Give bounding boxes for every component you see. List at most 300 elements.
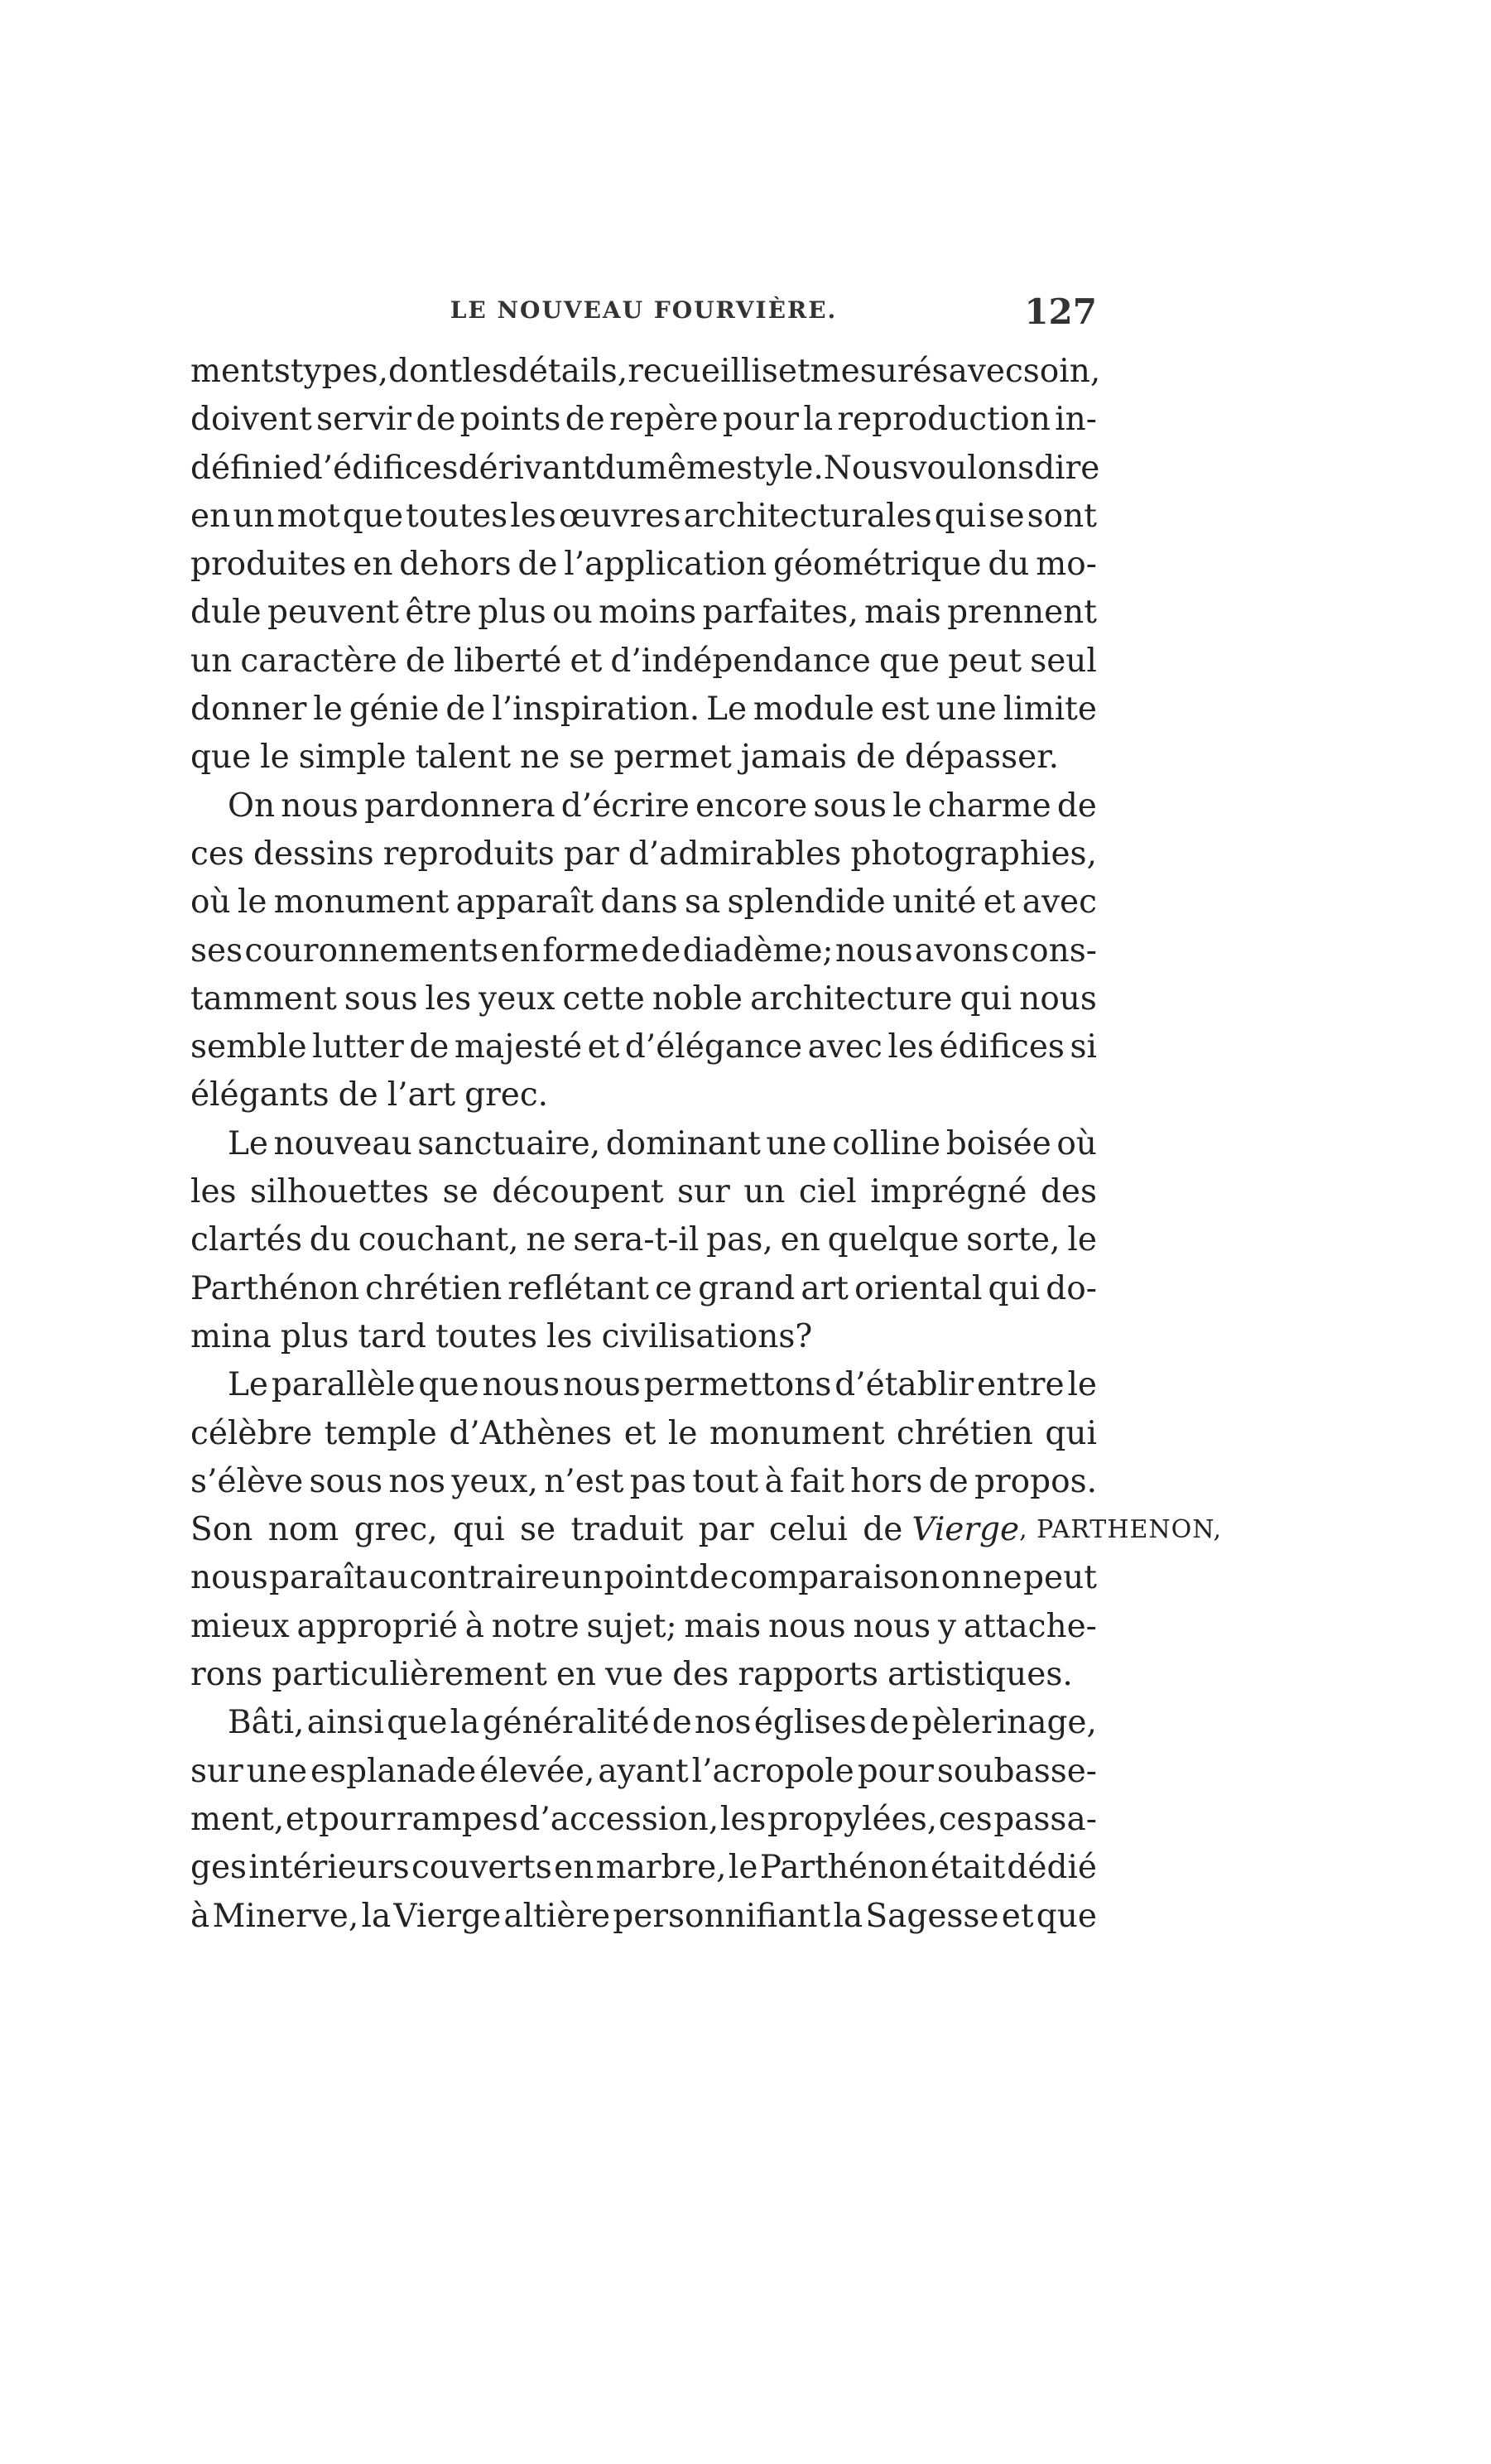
word: y	[937, 1607, 957, 1645]
text-line	[190, 1603, 1097, 1651]
word: donner	[190, 691, 307, 729]
word: une	[935, 691, 997, 729]
text-line	[190, 1120, 1097, 1168]
word: marbre,	[595, 1849, 727, 1887]
text-line	[190, 445, 1100, 493]
word: génie	[349, 691, 440, 729]
word: sur	[676, 1173, 730, 1211]
word: sur	[190, 1752, 243, 1790]
word: était	[930, 1849, 1006, 1887]
word: qui	[934, 497, 987, 535]
word: points	[459, 401, 561, 439]
text-line	[190, 1168, 1097, 1216]
word: d’Athènes	[449, 1414, 613, 1452]
text-line	[190, 1699, 1097, 1747]
word: couronnements	[244, 931, 499, 970]
word: et	[777, 353, 810, 390]
word: ces	[938, 1800, 993, 1838]
word: soubasse-	[936, 1752, 1097, 1790]
word: la	[803, 401, 834, 439]
word: rampes	[396, 1800, 518, 1838]
word: Parthénon	[190, 1269, 359, 1307]
word: le	[728, 1849, 758, 1887]
word: monument	[709, 1414, 885, 1452]
word: le	[237, 883, 267, 922]
word: se	[988, 497, 1025, 535]
word: architecture	[750, 979, 953, 1018]
word: point	[604, 1559, 689, 1597]
word: ges	[190, 1849, 248, 1887]
word: en	[780, 1221, 820, 1259]
word: silhouettes	[250, 1173, 430, 1211]
word: sous	[344, 979, 418, 1018]
word: nos	[388, 1462, 445, 1500]
word: splendide	[727, 883, 886, 922]
word: en	[554, 1849, 594, 1887]
word: dire	[1034, 449, 1100, 487]
word: servir	[316, 401, 412, 439]
word: on	[940, 1559, 982, 1597]
word: sera-t-il	[573, 1221, 700, 1259]
word: d’écrire	[560, 787, 690, 825]
word: et	[623, 1414, 657, 1452]
word: mais	[684, 1607, 762, 1645]
word: chrétien	[365, 1269, 503, 1307]
word: apparaît	[455, 883, 594, 922]
word: peut	[1023, 1559, 1097, 1597]
word: approprié	[296, 1607, 458, 1645]
word: de	[869, 1704, 910, 1742]
word: d’indépendance	[610, 642, 871, 680]
word: mot	[277, 497, 340, 535]
text-line	[190, 1410, 1097, 1458]
small-caps-word: , PARTHENON,	[1019, 1515, 1223, 1545]
word: de	[1056, 787, 1097, 825]
word: style.	[736, 449, 824, 487]
word: pèlerinage,	[911, 1704, 1097, 1742]
word: des	[672, 1656, 729, 1694]
word: des	[1040, 1173, 1097, 1211]
word: d’admirables	[628, 835, 842, 873]
word: sorte,	[966, 1221, 1061, 1259]
word: une	[246, 1752, 308, 1790]
word: nous	[1019, 979, 1097, 1018]
text-line	[190, 638, 1097, 686]
word: la	[450, 1704, 480, 1742]
word: propylées,	[767, 1800, 938, 1838]
word: géométrique	[772, 546, 982, 584]
word: charme	[927, 787, 1051, 825]
word: moins	[599, 594, 697, 632]
word: propos.	[974, 1462, 1097, 1500]
word: sous	[813, 787, 887, 825]
word: l’inspiration.	[492, 691, 700, 729]
word: même	[636, 449, 737, 487]
word: vue	[605, 1656, 664, 1694]
text-line	[190, 975, 1097, 1023]
text-line	[190, 1554, 1097, 1602]
text-line	[190, 686, 1097, 734]
word: ments	[190, 353, 291, 390]
text-line	[190, 927, 1097, 975]
word: personnifiant	[613, 1897, 831, 1935]
word: boisée	[945, 1124, 1051, 1162]
word: se	[569, 739, 605, 777]
word: Parthénon	[759, 1849, 929, 1887]
body-text	[190, 348, 1223, 1941]
word: cette	[562, 979, 645, 1018]
word: célèbre	[190, 1414, 313, 1452]
text-line	[190, 734, 1097, 782]
word: nous	[190, 1559, 268, 1597]
word: nous	[767, 1607, 846, 1645]
running-title: LE NOUVEAU FOURVIÈRE.	[450, 296, 838, 324]
word: sont	[1027, 497, 1097, 535]
word: de	[565, 401, 605, 439]
word: être	[405, 594, 472, 632]
word: d’élégance	[624, 1028, 803, 1066]
word: yeux,	[451, 1462, 538, 1500]
word: que	[342, 497, 404, 535]
word: toutes	[406, 497, 508, 535]
word: rapports	[738, 1656, 878, 1694]
word: colline	[832, 1124, 941, 1162]
word: le	[892, 787, 922, 825]
word: le	[667, 1414, 698, 1452]
word: pas,	[706, 1221, 773, 1259]
word: ne	[526, 1221, 566, 1259]
text-line	[190, 1893, 1097, 1941]
word: un	[190, 642, 233, 680]
word: parfaites,	[702, 594, 859, 632]
word: mais	[864, 594, 941, 632]
text-line	[190, 589, 1097, 637]
word: toutes	[435, 1317, 537, 1355]
word: ment,	[190, 1800, 285, 1838]
word: Le	[228, 1366, 268, 1404]
word: produites	[190, 546, 347, 584]
word: nous	[281, 787, 358, 825]
word: unité	[892, 883, 977, 922]
word: qui	[1045, 1414, 1097, 1452]
text-line	[190, 1651, 1097, 1699]
word: nous	[482, 1366, 560, 1404]
word: lutter	[312, 1028, 404, 1066]
word: architecturales	[683, 497, 932, 535]
word: pas	[629, 1462, 686, 1500]
word: d’établir	[834, 1366, 974, 1404]
word: quelque	[827, 1221, 960, 1259]
text-line	[190, 1313, 1097, 1361]
word: les	[887, 1028, 934, 1066]
word: couverts	[411, 1849, 552, 1887]
word: hors	[850, 1462, 923, 1500]
word: au	[368, 1559, 408, 1597]
word: civilisations?	[601, 1317, 813, 1355]
word: ou	[552, 594, 593, 632]
word: notre	[491, 1607, 580, 1645]
text-line	[190, 1844, 1097, 1892]
word: de	[652, 1704, 692, 1742]
word: que	[387, 1704, 448, 1742]
word: tout	[692, 1462, 759, 1500]
word: du	[988, 546, 1030, 584]
word: une	[766, 1124, 827, 1162]
word: un	[233, 497, 275, 535]
word: liberté	[453, 642, 562, 680]
word: forme	[542, 931, 639, 970]
word: et	[587, 1028, 620, 1066]
word: pour	[319, 1800, 396, 1838]
word: dehors	[399, 546, 512, 584]
word: tard	[358, 1317, 426, 1355]
word: repère	[609, 401, 719, 439]
word: particulièrement	[272, 1656, 547, 1694]
word: que	[190, 739, 252, 777]
word: temple	[324, 1414, 437, 1452]
word: le	[1067, 1221, 1097, 1259]
word: prennent	[947, 594, 1097, 632]
word: cons-	[1011, 931, 1097, 970]
word: limite	[1003, 691, 1097, 729]
word: du	[594, 449, 637, 487]
word: avons	[915, 931, 1009, 970]
text-line	[190, 348, 1101, 396]
word: Nous	[823, 449, 909, 487]
word: l’application	[564, 546, 767, 584]
text-line	[190, 830, 1097, 878]
word: en	[190, 497, 231, 535]
word: dont	[388, 353, 463, 390]
word: photographies,	[850, 835, 1097, 873]
word: n’est	[544, 1462, 624, 1500]
word: ciel	[798, 1173, 857, 1211]
word: permettons	[643, 1366, 832, 1404]
word: Vierge	[393, 1897, 502, 1935]
word: sujet;	[586, 1607, 677, 1645]
word: imprégné	[870, 1173, 1027, 1211]
text-line	[190, 1071, 1097, 1119]
word: mina	[190, 1317, 272, 1355]
text-line	[190, 1748, 1097, 1796]
word: peuvent	[267, 594, 400, 632]
word: par	[563, 835, 619, 873]
word: le	[1067, 1366, 1097, 1404]
word: monument	[273, 883, 450, 922]
word: de	[338, 1076, 378, 1114]
word: entre	[976, 1366, 1065, 1404]
word: qui	[960, 979, 1012, 1018]
word: encore	[695, 787, 808, 825]
word: altière	[503, 1897, 611, 1935]
word: de	[855, 739, 896, 777]
word: avec	[1022, 883, 1097, 922]
word: découpent	[492, 1173, 664, 1211]
word: Sagesse	[865, 1897, 999, 1935]
word: intérieurs	[248, 1849, 410, 1887]
word: définie	[190, 449, 302, 487]
word: et	[570, 642, 603, 680]
word: que	[1036, 1897, 1097, 1935]
word: yeux	[479, 979, 556, 1018]
word: les	[510, 497, 556, 535]
page-number: 127	[1024, 291, 1097, 332]
word: en	[500, 931, 541, 970]
text-line	[190, 1361, 1097, 1409]
word: les	[425, 979, 472, 1018]
word: les	[462, 353, 508, 390]
word: tamment	[190, 979, 337, 1018]
word: œuvres	[558, 497, 681, 535]
word: de	[517, 546, 558, 584]
word: qui	[988, 1269, 1041, 1307]
word: pour	[857, 1752, 934, 1790]
word: in-	[1055, 401, 1097, 439]
word: module	[753, 691, 875, 729]
word: nous	[853, 1607, 931, 1645]
text-line-mixed	[190, 1506, 1223, 1554]
word: reproduits	[382, 835, 555, 873]
word: ces	[190, 835, 244, 873]
word: permet	[613, 739, 732, 777]
word: que	[878, 642, 940, 680]
word: sanctuaire,	[417, 1124, 601, 1162]
word: dépasser.	[904, 739, 1060, 777]
word: élevée,	[479, 1752, 595, 1790]
text-line	[190, 878, 1097, 926]
word: sa	[684, 883, 721, 922]
word: dérivant	[458, 449, 595, 487]
word: ne	[520, 739, 560, 777]
word: reflétant	[507, 1269, 649, 1307]
word: l’art	[387, 1076, 456, 1114]
word: à	[190, 1897, 210, 1935]
word: dominant	[605, 1124, 761, 1162]
word: de	[928, 1462, 969, 1500]
word: un	[560, 1559, 604, 1597]
word: de	[641, 931, 681, 970]
word: nous	[834, 931, 913, 970]
word: un	[743, 1173, 786, 1211]
word: parallèle	[271, 1366, 416, 1404]
text-line	[190, 1265, 1097, 1313]
word: clartés	[190, 1221, 302, 1259]
word: de	[405, 642, 445, 680]
word: ayant	[598, 1752, 689, 1790]
text-line	[190, 541, 1097, 589]
word: à	[464, 1607, 484, 1645]
word: contraire	[409, 1559, 560, 1597]
word: oriental	[854, 1269, 983, 1307]
word: et	[983, 883, 1016, 922]
word: où	[190, 883, 231, 922]
word: grec.	[464, 1076, 549, 1114]
word: et	[1001, 1897, 1034, 1935]
word: dédié	[1007, 1849, 1097, 1887]
word: sous	[309, 1462, 383, 1500]
word: les	[190, 1173, 237, 1211]
word: On	[228, 787, 276, 825]
text-line	[190, 1023, 1097, 1071]
word: et	[285, 1800, 318, 1838]
word: Bâti,	[228, 1704, 305, 1742]
word: le	[260, 739, 290, 777]
word: semble	[190, 1028, 307, 1066]
word: plus	[280, 1317, 349, 1355]
word: pardonnera	[364, 787, 556, 825]
word: du	[309, 1221, 351, 1259]
text-line	[190, 493, 1097, 541]
word: d’édifices	[301, 449, 459, 487]
word: recueillis	[628, 353, 778, 390]
word: chrétien	[896, 1414, 1033, 1452]
text-line	[190, 1458, 1097, 1506]
word: à	[764, 1462, 784, 1500]
word: talent	[415, 739, 512, 777]
text-line	[190, 396, 1097, 444]
word: doivent	[190, 401, 312, 439]
word: détails,	[507, 353, 628, 390]
word: soin,	[1022, 353, 1101, 390]
word: mesurés	[810, 353, 949, 390]
word: en	[353, 546, 393, 584]
word: esplanade	[310, 1752, 477, 1790]
word: art	[801, 1269, 849, 1307]
word: de	[689, 1559, 729, 1597]
word: plus	[478, 594, 546, 632]
word: se	[442, 1173, 479, 1211]
word: ce	[655, 1269, 693, 1307]
running-header	[190, 291, 1097, 341]
word: rons	[190, 1656, 263, 1694]
word: de	[445, 691, 486, 729]
word: nouveau	[273, 1124, 412, 1162]
word: la	[833, 1897, 863, 1935]
word: voulons	[908, 449, 1035, 487]
word: paraît	[269, 1559, 368, 1597]
word: attache-	[963, 1607, 1097, 1645]
word: de	[409, 1028, 450, 1066]
word: simple	[298, 739, 406, 777]
word: dule	[190, 594, 262, 632]
word: de	[416, 401, 456, 439]
word: les	[719, 1800, 767, 1838]
word: caractère	[240, 642, 397, 680]
word: noble	[652, 979, 743, 1018]
word: grand	[698, 1269, 796, 1307]
word: types,	[290, 353, 389, 390]
italic-word: Vierge	[911, 1511, 1020, 1549]
word: diadème;	[682, 931, 834, 970]
word: couchant,	[358, 1221, 519, 1259]
word: où	[1056, 1124, 1097, 1162]
word: est	[880, 691, 930, 729]
word: artistiques.	[887, 1656, 1073, 1694]
word: Le	[228, 1124, 268, 1162]
word: d’accession,	[519, 1800, 719, 1838]
word: comparaison	[729, 1559, 940, 1597]
word: l’acropole	[691, 1752, 854, 1790]
word: mo-	[1036, 546, 1097, 584]
word: passa-	[993, 1800, 1097, 1838]
word: si	[1070, 1028, 1097, 1066]
word: Le	[706, 691, 748, 729]
word: avec	[948, 353, 1023, 390]
word: s’élève	[190, 1462, 304, 1500]
word: ses	[190, 931, 243, 970]
word: en	[556, 1656, 597, 1694]
word: seul	[1030, 642, 1097, 680]
